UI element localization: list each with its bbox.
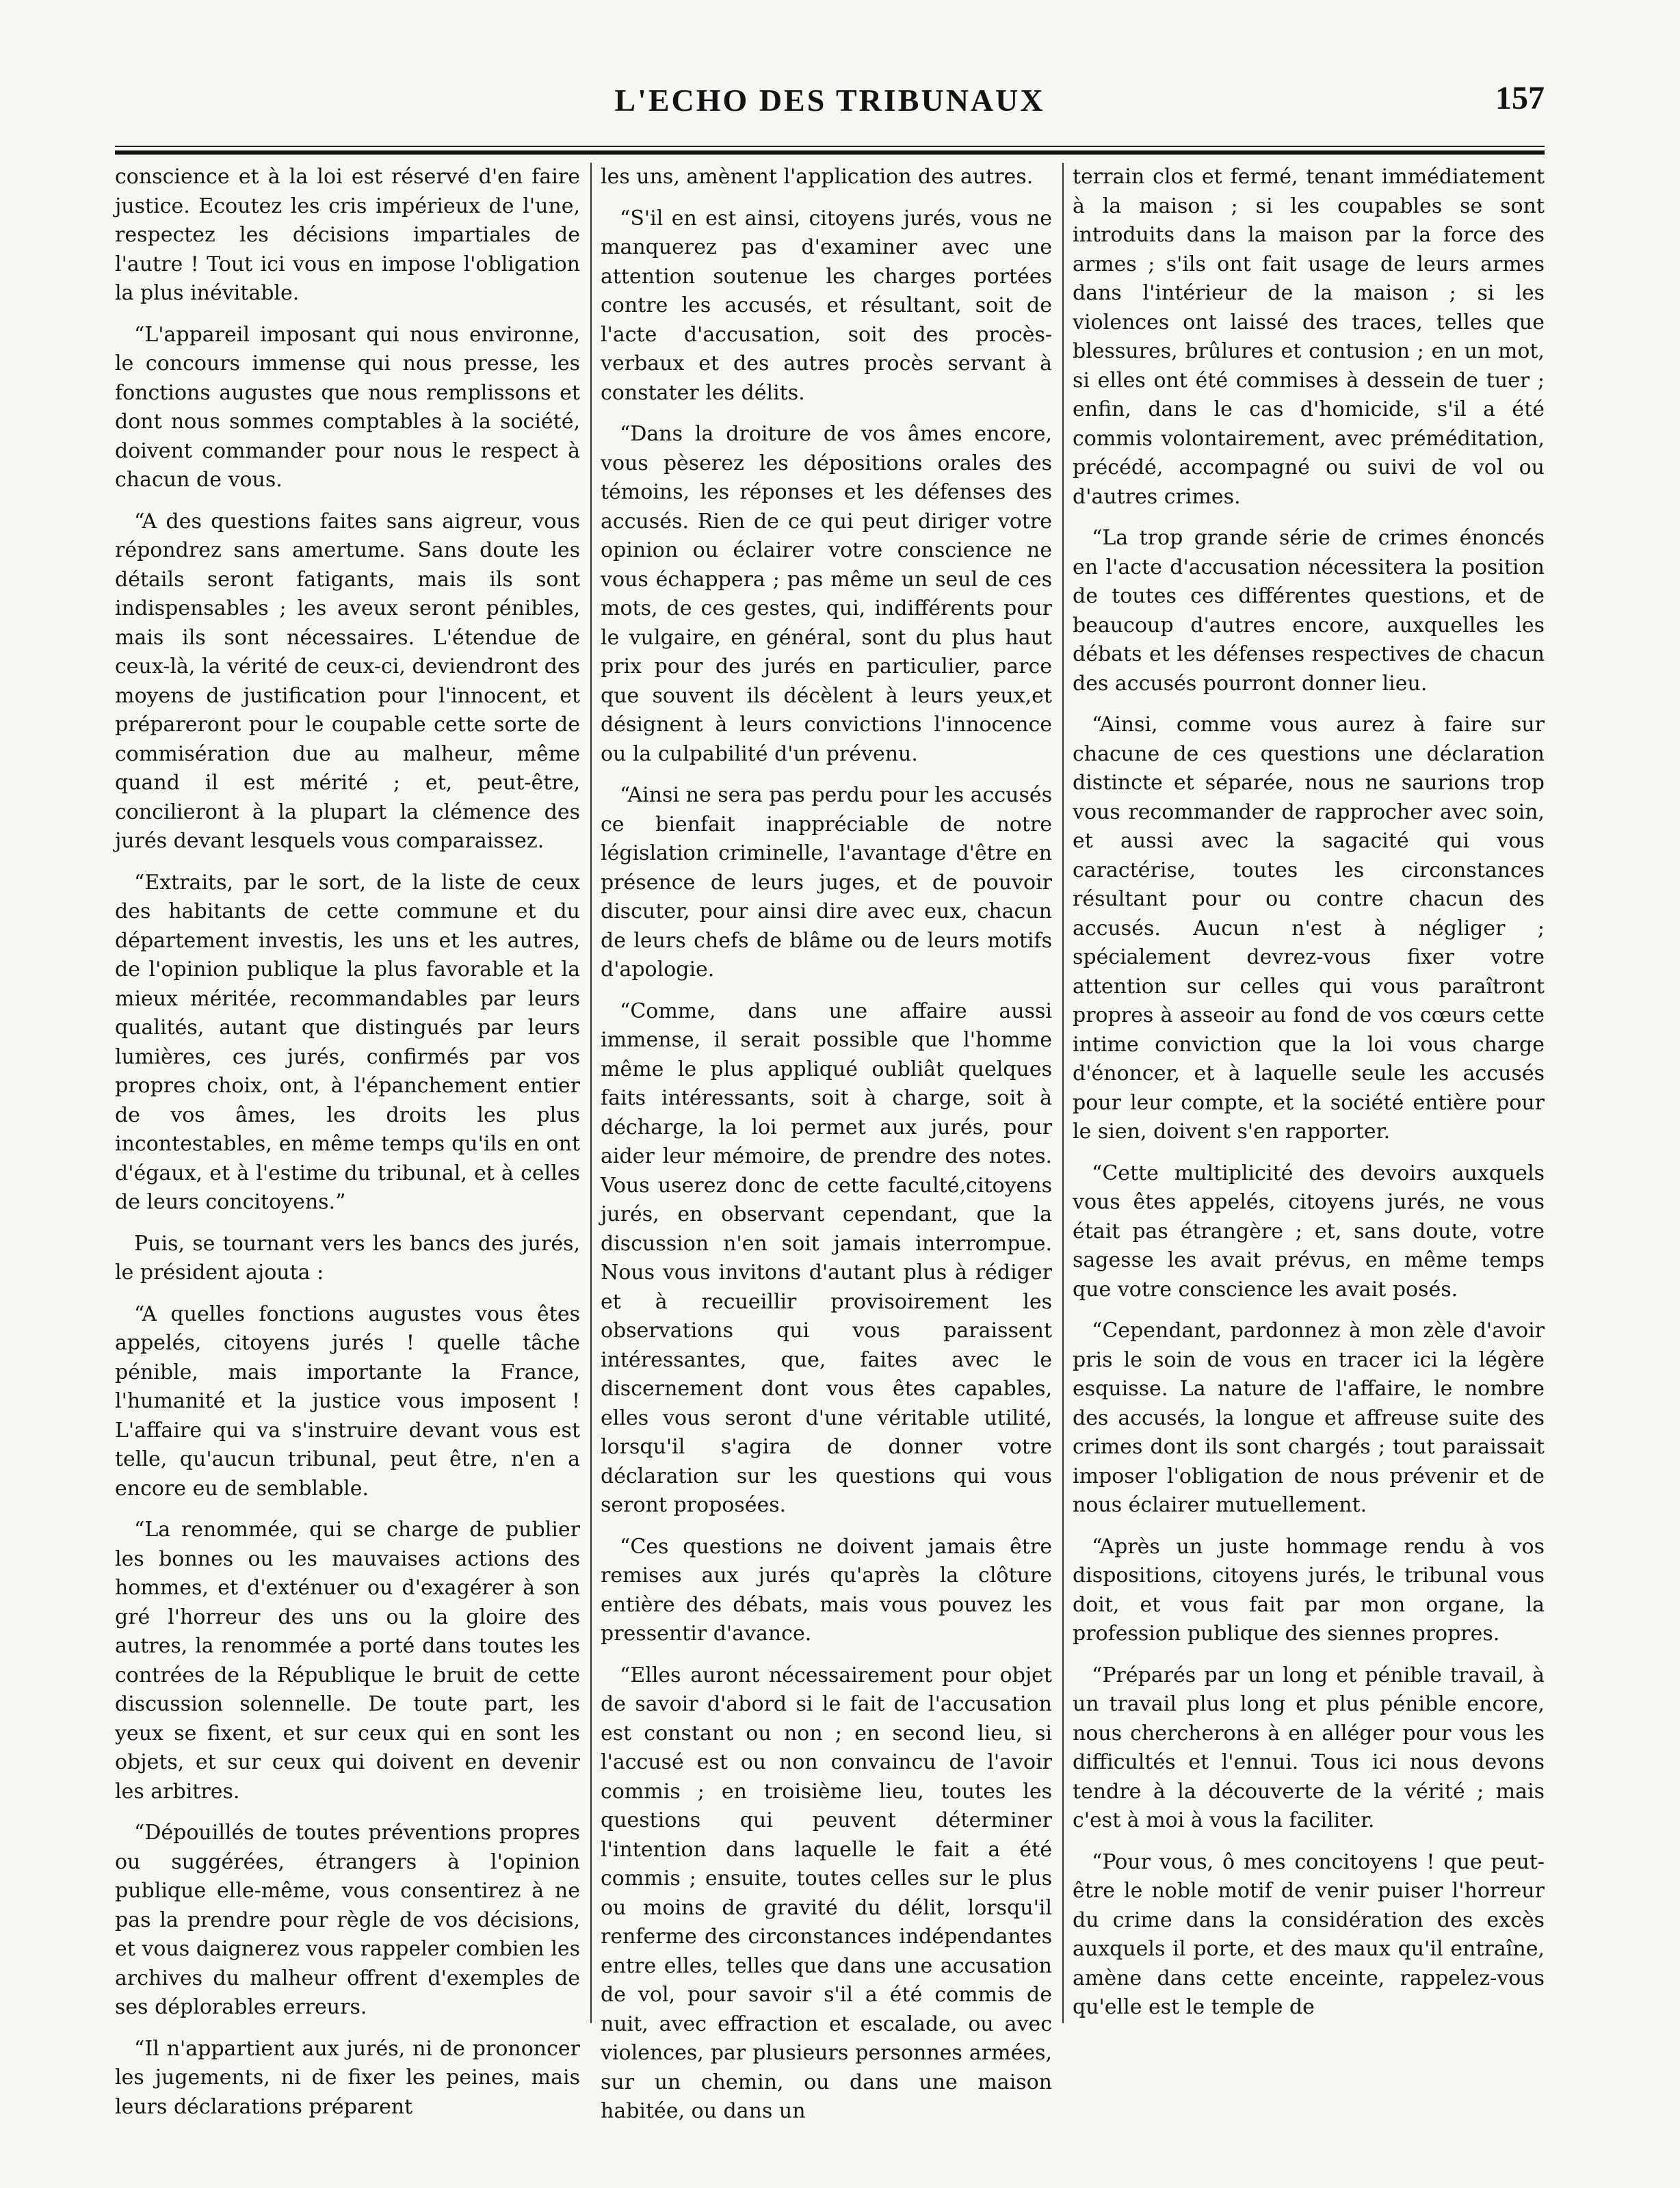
paragraph: terrain clos et fermé, tenant immédiatement à la maison ; si les coupables se sont introduits dans la maison par la force des armes ; s'ils ont fait usage de leurs armes dans l'intérieur de la maison ; si les violences ont laissé des traces, telles que blessures, brûlures et contusion ; en un mot, si elles ont été commises à dessein de tuer ; enfin, dans le cas d'homicide, s'il a été commis volontairement, avec préméditation, précédé, accompagné ou suivi de vol ou d'autres crimes. (1073, 165, 1545, 509)
text-column-1 (115, 163, 580, 2119)
column-divider (590, 163, 592, 2023)
paragraph: “Ainsi ne sera pas perdu pour les accusés ce bienfait inappréciable de notre législation criminelle, l'avantage d'être en présence de leurs juges, et de pouvoir discuter, pour ainsi dire avec eux, chacun de leurs chefs de blâme ou de leurs motifs d'apologie. (601, 783, 1052, 981)
paragraph: conscience et à la loi est réservé d'en faire justice. Ecoutez les cris impérieux de l'une, respectez les décisions impartiales de l'autre ! Tout ici vous en impose l'obligation la plus inévitable. (115, 165, 580, 305)
paragraph: les uns, amènent l'application des autres. (601, 165, 1034, 189)
page-header (115, 82, 1545, 144)
paragraph: “Dans la droiture de vos âmes encore, vous pèserez les dépositions orales des témoins, les réponses et les défenses des accusés. Rien de ce qui peut diriger votre opinion ou éclairer votre conscience ne vous échappera ; pas même un seul de ces mots, de ces gestes, qui, indifférents pour le vulgaire, en général, sont du plus haut prix pour des jurés en particulier, parce que souvent ils décèlent à leurs yeux,et désignent à leurs convictions l'innocence ou la culpabilité d'un prévenu. (601, 422, 1052, 766)
text-column-2 (601, 163, 1052, 2123)
paragraph: “Cette multiplicité des devoirs auxquels vous êtes appelés, citoyens jurés, ne vous était pas étrangère ; et, sans doute, votre sagesse les avait prévus, en même temps que votre conscience les avait posés. (1073, 1161, 1545, 1302)
paragraph: “Dépouillés de toutes préventions propres ou suggérées, étrangers à l'opinion publique elle-même, vous consentirez à ne pas la prendre pour règle de vos décisions, et vous daignerez vous rappeler combien les archives du malheur offrent d'exemples de ses déplorables erreurs. (115, 1821, 580, 2019)
paragraph: “A des questions faites sans aigreur, vous répondrez sans amertume. Sans doute les détails seront fatigants, mais ils sont indispensables ; les aveux seront pénibles, mais ils sont nécessaires. L'étendue de ceux-là, la vérité de ceux-ci, deviendront des moyens de justification pour l'innocent, et prépareront pour le coupable cette sorte de commisération due au malheur, même quand il est mérité ; et, peut-être, concilieront à la plupart la clémence des jurés devant lesquels vous comparaissez. (115, 509, 580, 853)
paragraph: “Extraits, par le sort, de la liste de ceux des habitants de cette commune et du département investis, les uns et les autres, de l'opinion publique la plus favorable et la mieux méritée, recommandables par leurs qualités, autant que distingués par leurs lumières, ces jurés, confirmés par vos propres choix, ont, à l'épanchement entier de vos âmes, les droits les plus incontestables, en même temps qu'ils en ont d'égaux, et à l'estime du tribunal, et à celles de leurs concitoyens.” (115, 870, 580, 1214)
paragraph: “La trop grande série de crimes énoncés en l'acte d'accusation nécessitera la position de toutes ces différentes questions, et de beaucoup d'autres encore, auxquelles les débats et les défenses respectives de chacun des accusés pourront donner lieu. (1073, 526, 1545, 696)
paragraph: “Ainsi, comme vous aurez à faire sur chacune de ces questions une déclaration distincte et séparée, nous ne saurions trop vous recommander de rapprocher avec soin, et aussi avec la sagacité qui vous caractérise, toutes les circonstances résultant pour ou contre chacun des accusés. Aucun n'est à négliger ; spécialement devrez-vous fixer votre attention sur celles qui vous paraîtront propres à asseoir au fond de vos cœurs cette intime conviction que la loi vous charge d'énoncer, et à laquelle seule les accusés pour leur compte, et la société entière pour le sien, doivent s'en rapporter. (1073, 713, 1545, 1144)
paragraph: “S'il en est ainsi, citoyens jurés, vous ne manquerez pas d'examiner avec une attention soutenue les charges portées contre les accusés, et résultant, soit de l'acte d'accusation, soit des procès-verbaux et des autres procès servant à constater les délits. (601, 206, 1052, 405)
page-number: 157 (1495, 80, 1545, 116)
journal-title: L'ECHO DES TRIBUNAUX (614, 83, 1045, 118)
paragraph: “Après un juste hommage rendu à vos dispositions, citoyens jurés, le tribunal vous doit, et vous fait par mon organe, la profession publique des siennes propres. (1073, 1534, 1545, 1646)
paragraph: “Préparés par un long et pénible travail, à un travail plus long et plus pénible encore, nous chercherons à en alléger pour vous les difficultés et l'ennui. Tous ici nous devons tendre à la découverte de la vérité ; mais c'est à moi à vous la faciliter. (1073, 1663, 1545, 1832)
paragraph: Puis, se tournant vers les bancs des jurés, le président ajouta : (115, 1231, 580, 1284)
paragraph: “A quelles fonctions augustes vous êtes appelés, citoyens jurés ! quelle tâche pénible, mais importante la France, l'humanité et la justice vous imposent ! L'affaire qui va s'instruire devant vous est telle, qu'aucun tribunal, peut être, n'en a encore eu de semblable. (115, 1302, 580, 1501)
header-rule-thin (115, 146, 1545, 147)
paragraph: “La renommée, qui se charge de publier les bonnes ou les mauvaises actions des hommes, et d'exténuer ou d'exagérer à son gré l'horreur des uns ou la gloire des autres, la renommée a porté dans toutes les contrées de la République le bruit de cette discussion solennelle. De toute part, les yeux se fixent, et sur ceux qui en sont les objets, et sur ceux qui doivent en devenir les arbitres. (115, 1518, 580, 1804)
paragraph: “Elles auront nécessairement pour objet de savoir d'abord si le fait de l'accusation est constant ou non ; en second lieu, si l'accusé est ou non convaincu de l'avoir commis ; en troisième lieu, toutes les questions qui peuvent déterminer l'intention dans laquelle le fait a été commis ; ensuite, toutes celles sur le plus ou moins de gravité du délit, lorsqu'il renferme des circonstances indépendantes entre elles, telles que dans une accusation de vol, pour savoir s'il a été commis de nuit, avec effraction et escalade, ou avec violences, par plusieurs personnes armées, sur un chemin, ou dans une maison habitée, ou dans un (601, 1663, 1052, 2123)
paragraph: “L'appareil imposant qui nous environne, le concours immense qui nous presse, les fonctions augustes que nous remplissons et dont nous sommes comptables à la société, doivent commander pour nous le respect à chacun de vous. (115, 322, 580, 492)
paragraph: “Pour vous, ô mes concitoyens ! que peut-être le noble motif de venir puiser l'horreur du crime dans la considération des excès auxquels il porte, et des maux qu'il entraîne, amène dans cette enceinte, rappelez-vous qu'elle est le temple de (1073, 1849, 1545, 2019)
text-column-3 (1073, 163, 1545, 2019)
paragraph: “Cependant, pardonnez à mon zèle d'avoir pris le soin de vous en tracer ici la légère esquisse. La nature de l'affaire, le nombre des accusés, la longue et affreuse suite des crimes dont ils sont chargés ; tout paraissait imposer l'obligation de nous prévenir et de nous éclairer mutuellement. (1073, 1319, 1545, 1517)
paragraph: “Ces questions ne doivent jamais être remises aux jurés qu'après la clôture entière des débats, mais vous pouvez les pressentir d'avance. (601, 1534, 1052, 1646)
paragraph: “Comme, dans une affaire aussi immense, il serait possible que l'homme même le plus appliqué oubliât quelques faits intéressants, soit à charge, soit à décharge, la loi permet aux jurés, pour aider leur mémoire, de prendre des notes. Vous userez donc de cette faculté,citoyens jurés, en observant cependant, que la discussion n'en soit jamais interrompue. Nous vous invitons d'autant plus à rédiger et à recueillir provisoirement les observations qui vous paraissent intéressantes, que, faites avec le discernement dont vous êtes capables, elles vous seront d'une véritable utilité, lorsqu'il s'agira de donner votre déclaration sur les questions qui vous seront proposées. (601, 999, 1052, 1517)
paragraph: “Il n'appartient aux jurés, ni de prononcer les jugements, ni de fixer les peines, mais leurs déclarations préparent (115, 2036, 580, 2119)
column-divider (1062, 163, 1064, 2023)
header-rule-thick (115, 150, 1545, 155)
